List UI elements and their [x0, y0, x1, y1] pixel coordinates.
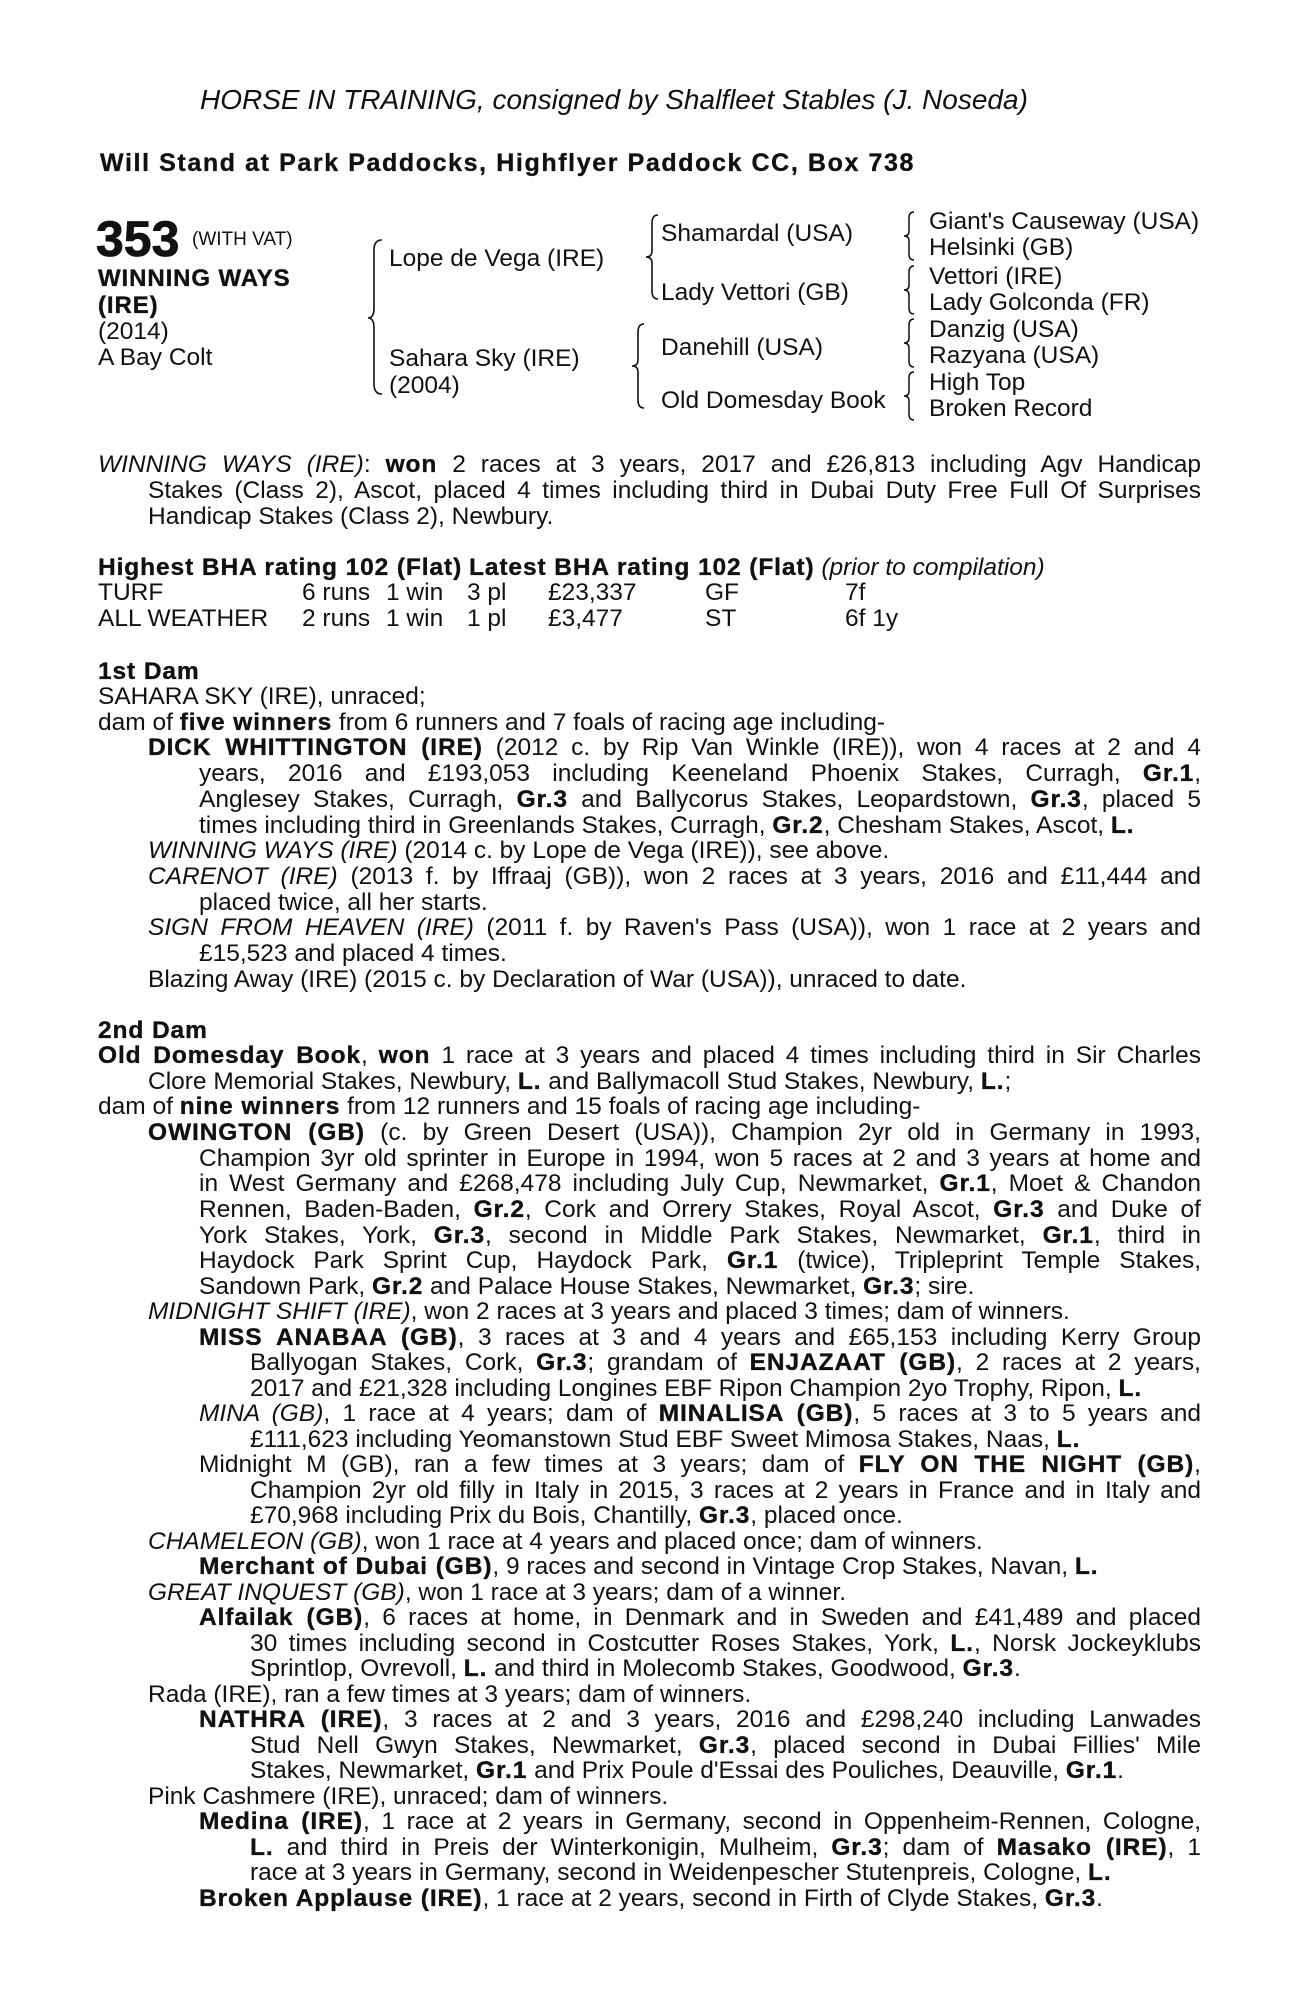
first-dam-heading: 1st Dam: [98, 658, 200, 685]
second-dam-heading: 2nd Dam: [98, 1017, 208, 1044]
pedigree-brace-sd: [904, 264, 916, 316]
progeny-line: Champion 3yr old sprinter in Europe in 1994, won 5 races at 2 and 3 years at home and: [199, 1145, 1201, 1172]
pedigree-sd-dam: Lady Golconda (FR): [929, 289, 1150, 316]
progeny-line: Broken Applause (IRE), 1 race at 2 years, second in Firth of Clyde Stakes, Gr.3.: [199, 1885, 1103, 1912]
progeny-line: times including third in Greenlands Stakes, Curragh, Gr.2, Chesham Stakes, Ascot, L.: [199, 812, 1135, 839]
rating-runs: 2 runs: [302, 605, 371, 632]
pedigree-dd-sire: High Top: [929, 369, 1026, 396]
rating-going: ST: [705, 605, 737, 632]
rating-distance: 7f: [845, 579, 866, 606]
lot-number: 353: [96, 211, 180, 267]
stand-location: Will Stand at Park Paddocks, Highflyer Paddock CC, Box 738: [100, 149, 916, 177]
progeny-line: MISS ANABAA (GB), 3 races at 3 and 4 years and £65,153 including Kerry Group: [199, 1324, 1201, 1351]
progeny-line: £111,623 including Yeomanstown Stud EBF Sweet Mimosa Stakes, Naas, L.: [250, 1426, 1081, 1453]
progeny-line: Sprintlop, Ovrevoll, L. and third in Molecomb Stakes, Goodwood, Gr.3.: [250, 1655, 1021, 1682]
rating-wins: 1 win: [386, 579, 444, 606]
progeny-line: NATHRA (IRE), 3 races at 2 and 3 years, 2016 and £298,240 including Lanwades: [199, 1706, 1201, 1733]
pedigree-ds-dam: Razyana (USA): [929, 342, 1100, 369]
progeny-line: placed twice, all her starts.: [199, 889, 488, 916]
rating-wins: 1 win: [386, 605, 444, 632]
progeny-line: OWINGTON (GB) (c. by Green Desert (USA)), Champion 2yr old in Germany in 1993,: [148, 1119, 1201, 1146]
second-dam-line: Clore Memorial Stakes, Newbury, L. and Ballymacoll Stud Stakes, Newbury, L.;: [148, 1068, 1012, 1095]
second-dam-line: Old Domesday Book, won 1 race at 3 years and placed 4 times including third in Sir Charles: [98, 1042, 1201, 1069]
progeny-line: Anglesey Stakes, Curragh, Gr.3 and Ballycorus Stakes, Leopardstown, Gr.3, placed 5: [199, 786, 1201, 813]
page-title: HORSE IN TRAINING, consigned by Shalfleet Stables (J. Noseda): [200, 84, 1028, 115]
progeny-line: MINA (GB), 1 race at 4 years; dam of MINALISA (GB), 5 races at 3 to 5 years and: [199, 1400, 1201, 1427]
progeny-line: 2017 and £21,328 including Longines EBF Ripon Champion 2yo Trophy, Ripon, L.: [250, 1375, 1143, 1402]
rating-surface: TURF: [98, 579, 164, 606]
pedigree-brace-dd: [904, 370, 916, 422]
progeny-line: years, 2016 and £193,053 including Keeneland Phoenix Stakes, Curragh, Gr.1,: [199, 760, 1201, 787]
pedigree-ds-sire: Danzig (USA): [929, 316, 1079, 343]
rating-prize: £3,477: [548, 605, 623, 632]
rating-placed: 1 pl: [467, 605, 507, 632]
progeny-line: Alfailak (GB), 6 races at home, in Denmark and in Sweden and £41,489 and placed: [199, 1604, 1201, 1631]
pedigree-sd-sire: Vettori (IRE): [929, 263, 1063, 290]
ratings-heading: Highest BHA rating 102 (Flat) Latest BHA rating 102 (Flat) (prior to compilation): [98, 554, 1045, 581]
progeny-line: Rennen, Baden-Baden, Gr.2, Cork and Orrery Stakes, Royal Ascot, Gr.3 and Duke of: [199, 1196, 1201, 1223]
pedigree-ss-dam: Helsinki (GB): [929, 234, 1074, 261]
progeny-line: Stakes, Newmarket, Gr.1 and Prix Poule d'Essai des Pouliches, Deauville, Gr.1.: [250, 1757, 1124, 1784]
pedigree-sire-sire: Shamardal (USA): [661, 220, 853, 247]
progeny-line: GREAT INQUEST (GB), won 1 race at 3 years; dam of a winner.: [148, 1579, 847, 1606]
progeny-line: in West Germany and £268,478 including July Cup, Newmarket, Gr.1, Moet & Chandon: [199, 1170, 1201, 1197]
progeny-line: Ballyogan Stakes, Cork, Gr.3; grandam of ENJAZAAT (GB), 2 races at 2 years,: [250, 1349, 1201, 1376]
pedigree-brace-dam: [632, 322, 646, 412]
summary-line: Stakes (Class 2), Ascot, placed 4 times including third in Dubai Duty Free Full Of Surprises: [148, 477, 1201, 504]
progeny-line: WINNING WAYS (IRE) (2014 c. by Lope de Vega (IRE)), see above.: [148, 837, 890, 864]
progeny-line: £15,523 and placed 4 times.: [199, 940, 507, 967]
pedigree-sire: Lope de Vega (IRE): [389, 245, 605, 272]
progeny-line: CHAMELEON (GB), won 1 race at 4 years and placed once; dam of winners.: [148, 1528, 983, 1555]
progeny-line: race at 3 years in Germany, second in Weidenpescher Stutenpreis, Cologne, L.: [250, 1859, 1112, 1886]
progeny-line: MIDNIGHT SHIFT (IRE), won 2 races at 3 years and placed 3 times; dam of winners.: [148, 1298, 1070, 1325]
first-dam-line: dam of five winners from 6 runners and 7 foals of racing age including-: [98, 709, 886, 736]
pedigree-brace-sire-dam: [368, 238, 384, 398]
progeny-line: £70,968 including Prix du Bois, Chantilly, Gr.3, placed once.: [250, 1502, 903, 1529]
horse-name: WINNING WAYS: [98, 265, 291, 292]
progeny-line: Merchant of Dubai (GB), 9 races and second in Vintage Crop Stakes, Navan, L.: [199, 1553, 1099, 1580]
progeny-line: L. and third in Preis der Winterkonigin, Mulheim, Gr.3; dam of Masako (IRE), 1: [250, 1834, 1201, 1861]
horse-description: A Bay Colt: [98, 344, 213, 371]
progeny-line: Medina (IRE), 1 race at 2 years in Germany, second in Oppenheim-Rennen, Cologne,: [199, 1808, 1202, 1835]
progeny-line: Blazing Away (IRE) (2015 c. by Declaration of War (USA)), unraced to date.: [148, 966, 967, 993]
pedigree-brace-ss: [904, 210, 916, 262]
rating-surface: ALL WEATHER: [98, 605, 269, 632]
second-dam-line: dam of nine winners from 12 runners and 15 foals of racing age including-: [98, 1093, 921, 1120]
rating-prize: £23,337: [548, 579, 637, 606]
pedigree-dam-sire: Danehill (USA): [661, 334, 824, 361]
progeny-line: 30 times including second in Costcutter Roses Stakes, York, L., Norsk Jockeyklubs: [250, 1630, 1201, 1657]
progeny-line: Rada (IRE), ran a few times at 3 years; dam of winners.: [148, 1681, 752, 1708]
pedigree-dd-dam: Broken Record: [929, 395, 1093, 422]
pedigree-brace-sire: [646, 213, 660, 303]
rating-runs: 6 runs: [302, 579, 371, 606]
progeny-line: Haydock Park Sprint Cup, Haydock Park, Gr.1 (twice), Tripleprint Temple Stakes,: [199, 1247, 1202, 1274]
pedigree-ss-sire: Giant's Causeway (USA): [929, 208, 1200, 235]
progeny-line: DICK WHITTINGTON (IRE) (2012 c. by Rip Van Winkle (IRE)), won 4 races at 2 and 4: [148, 734, 1201, 761]
summary-line: WINNING WAYS (IRE): won 2 races at 3 years, 2017 and £26,813 including Agv Handicap: [98, 451, 1201, 478]
first-dam-line: SAHARA SKY (IRE), unraced;: [98, 683, 426, 710]
progeny-line: Midnight M (GB), ran a few times at 3 years; dam of FLY ON THE NIGHT (GB),: [199, 1451, 1201, 1478]
pedigree-sire-dam: Lady Vettori (GB): [661, 279, 849, 306]
pedigree-dam-dam: Old Domesday Book: [661, 387, 886, 414]
horse-name-country: (IRE): [98, 292, 159, 319]
pedigree-dam-year: (2004): [389, 372, 460, 399]
rating-placed: 3 pl: [467, 579, 507, 606]
horse-foaling-year: (2014): [98, 318, 169, 345]
vat-note: (WITH VAT): [192, 229, 293, 250]
progeny-line: Pink Cashmere (IRE), unraced; dam of winners.: [148, 1783, 669, 1810]
progeny-line: Champion 2yr old filly in Italy in 2015, 3 races at 2 years in France and in Italy and: [250, 1477, 1201, 1504]
rating-distance: 6f 1y: [845, 605, 899, 632]
rating-going: GF: [705, 579, 740, 606]
progeny-line: SIGN FROM HEAVEN (IRE) (2011 f. by Raven's Pass (USA)), won 1 race at 2 years and: [148, 914, 1201, 941]
pedigree-brace-ds: [904, 317, 916, 369]
progeny-line: York Stakes, York, Gr.3, second in Middle Park Stakes, Newmarket, Gr.1, third in: [199, 1222, 1202, 1249]
progeny-line: Stud Nell Gwyn Stakes, Newmarket, Gr.3, placed second in Dubai Fillies' Mile: [250, 1732, 1201, 1759]
summary-line: Handicap Stakes (Class 2), Newbury.: [148, 503, 554, 530]
progeny-line: CARENOT (IRE) (2013 f. by Iffraaj (GB)), won 2 races at 3 years, 2016 and £11,444 and: [148, 863, 1201, 890]
progeny-line: Sandown Park, Gr.2 and Palace House Stakes, Newmarket, Gr.3; sire.: [199, 1273, 975, 1300]
pedigree-dam: Sahara Sky (IRE): [389, 345, 580, 372]
